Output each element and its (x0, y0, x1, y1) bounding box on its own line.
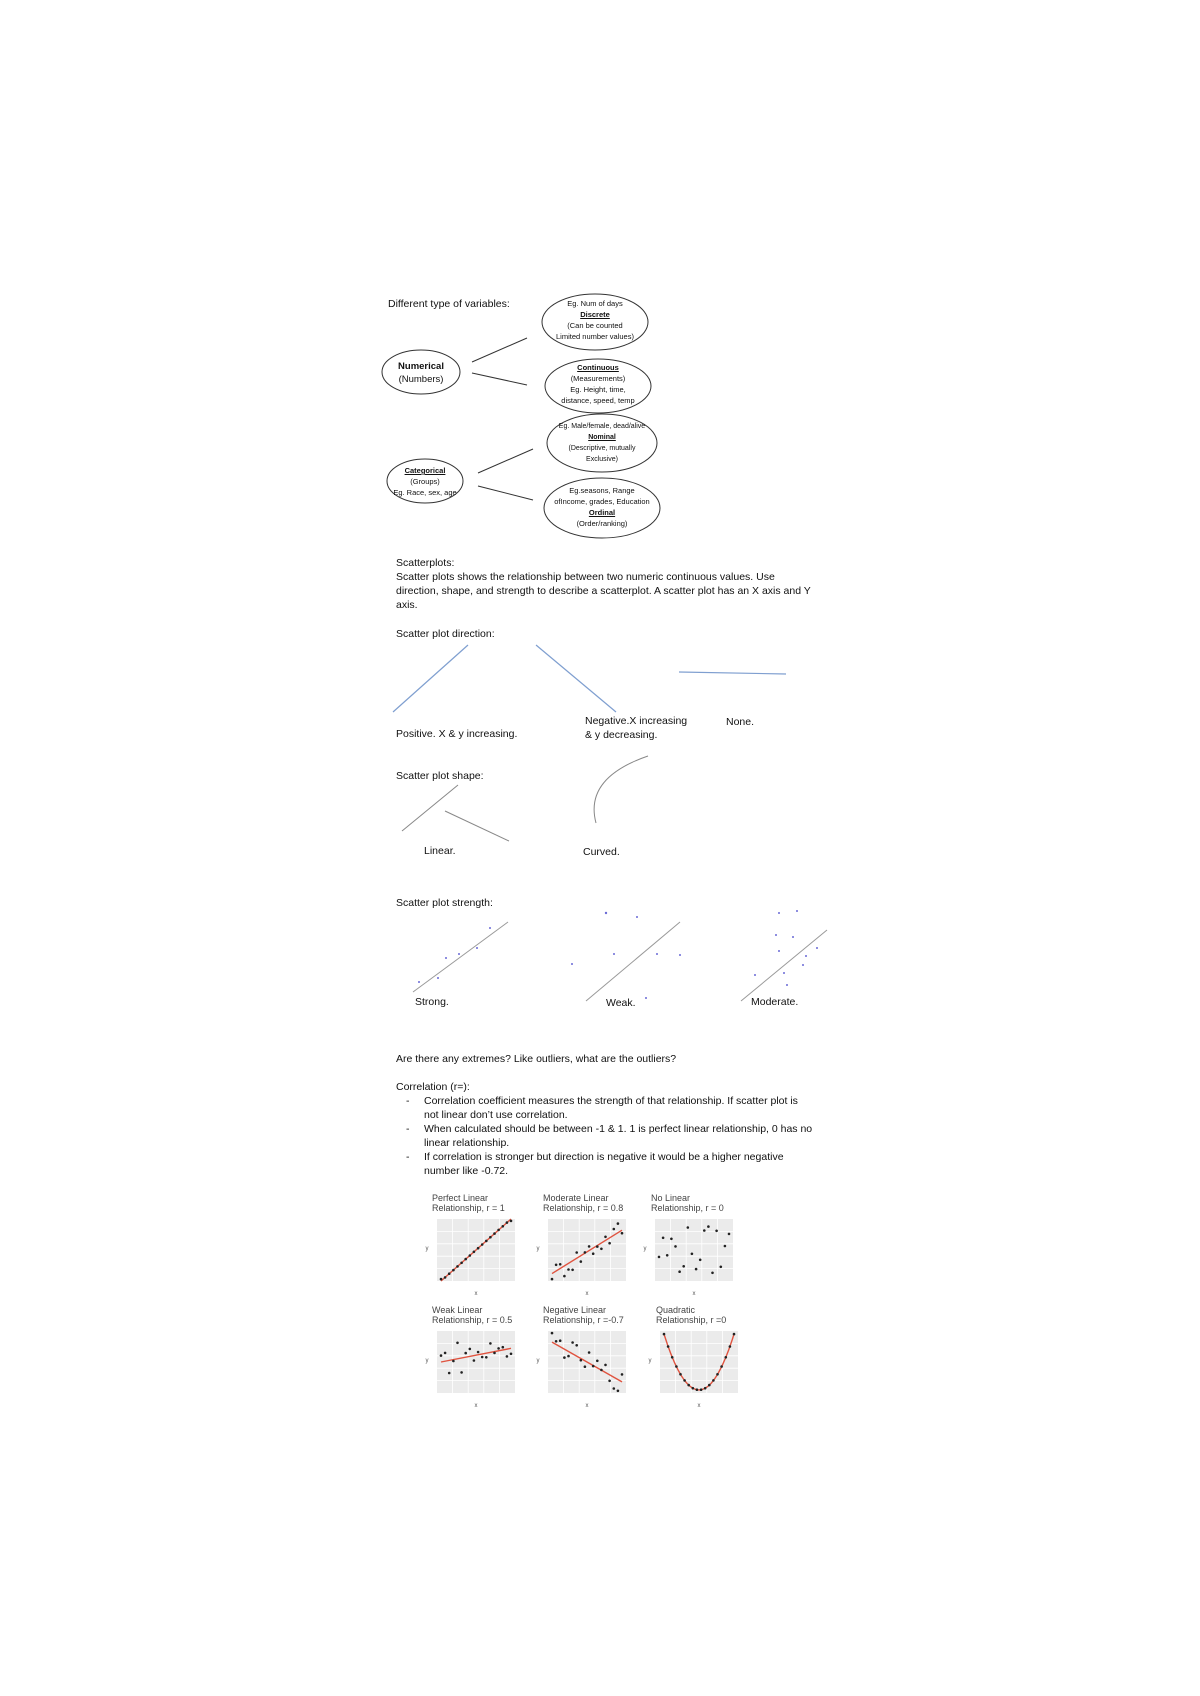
mini-chart-point (682, 1265, 685, 1268)
continuous-title: Continuous (577, 363, 619, 372)
mini-chart-point (621, 1232, 624, 1235)
mini-chart-title-line: Relationship, r = 0.5 (432, 1315, 513, 1325)
mini-chart-point (729, 1345, 732, 1348)
mini-chart-ylabel: y (425, 1358, 429, 1364)
mini-chart-point (464, 1352, 467, 1355)
mini-chart-point (580, 1359, 583, 1362)
mini-chart-title-line: Relationship, r = 1 (432, 1203, 505, 1213)
mini-chart-point (683, 1379, 686, 1382)
mini-chart-xlabel: x (585, 1403, 589, 1409)
mini-chart-point (708, 1384, 711, 1387)
mini-chart-point (725, 1356, 728, 1359)
negative-label-2: & y decreasing. (585, 729, 658, 741)
mini-chart-point (469, 1254, 472, 1257)
mini-chart-panel (660, 1331, 738, 1393)
mini-chart-point (662, 1237, 665, 1240)
discrete-title: Discrete (580, 310, 610, 319)
mini-chart-xlabel: x (474, 1403, 478, 1409)
mini-chart-ylabel: y (648, 1358, 652, 1364)
mini-chart-point (733, 1333, 736, 1336)
mini-chart-point (551, 1332, 554, 1335)
mini-chart-point (510, 1220, 513, 1223)
mini-chart-point (617, 1390, 620, 1393)
mini-chart-point (691, 1253, 694, 1256)
mini-chart-point (666, 1254, 669, 1257)
numerical-title: Numerical (398, 361, 444, 372)
mini-chart-point (485, 1356, 488, 1359)
mini-chart-point (621, 1373, 624, 1376)
mini-chart-point (571, 1341, 574, 1344)
mini-chart-point (571, 1269, 574, 1272)
mini-chart-point (617, 1222, 620, 1225)
mini-chart-point (580, 1260, 583, 1263)
mini-chart-point (600, 1369, 603, 1372)
mini-chart-point (716, 1373, 719, 1376)
correlation-bullet-text: Correlation coefficient measures the strength of that relationship. If scatter plot is not linear don’t use correlation. (424, 1095, 798, 1121)
ordinal-desc: (Order/ranking) (576, 519, 628, 528)
categorical-title: Categorical (404, 466, 446, 475)
mini-chart-xlabel: x (692, 1291, 696, 1297)
mini-chart-point (675, 1365, 678, 1368)
mini-chart-point (728, 1233, 731, 1236)
mini-chart-panel (655, 1219, 733, 1281)
categorical-desc: (Groups) (410, 477, 440, 486)
mini-chart-point (592, 1365, 595, 1368)
mini-chart-point (440, 1278, 443, 1281)
mini-chart-point (551, 1278, 554, 1281)
direction-heading: Scatter plot direction: (396, 628, 495, 640)
mini-chart-point (596, 1360, 599, 1363)
mini-chart-point (678, 1270, 681, 1273)
mini-chart-title-line: Moderate Linear (543, 1193, 609, 1203)
mini-chart-point (452, 1269, 455, 1272)
mini-chart-point (477, 1247, 480, 1250)
mini-chart-point (575, 1344, 578, 1347)
mini-chart-point (699, 1259, 702, 1262)
numerical-sub: (Numbers) (398, 374, 444, 385)
none-label: None. (726, 716, 755, 728)
discrete-desc2: Limited number values) (556, 332, 634, 341)
mini-chart-ylabel: y (643, 1246, 647, 1252)
mini-chart-point (559, 1263, 562, 1266)
mini-chart-point (596, 1245, 599, 1248)
moderate-label: Moderate. (751, 996, 799, 1008)
mini-chart-point (489, 1342, 492, 1345)
mini-chart-point (679, 1373, 682, 1376)
mini-chart-point (600, 1248, 603, 1251)
mini-chart-point (510, 1353, 513, 1356)
mini-chart-point (473, 1359, 476, 1362)
mini-chart-point (592, 1252, 595, 1255)
mini-chart-point (707, 1225, 710, 1228)
mini-chart-point (506, 1221, 509, 1224)
mini-chart-point (724, 1245, 727, 1248)
mini-chart-point (493, 1352, 496, 1355)
mini-chart-point (584, 1365, 587, 1368)
mini-chart-point (670, 1238, 673, 1241)
mini-chart-point (481, 1356, 484, 1359)
mini-chart-point (506, 1355, 509, 1358)
mini-chart-point (497, 1229, 500, 1232)
mini-chart-point (671, 1356, 674, 1359)
extremes-text: Are there any extremes? Like outliers, what are the outliers? (396, 1053, 677, 1065)
mini-chart-title-line: No Linear (651, 1193, 691, 1203)
scatterplots-heading: Scatterplots: (396, 557, 455, 569)
mini-chart-point (720, 1266, 723, 1269)
mini-chart-ylabel: y (425, 1246, 429, 1252)
mini-chart-point (687, 1226, 690, 1229)
mini-chart-point (502, 1225, 505, 1228)
categorical-example: Eg. Race, sex, age (393, 488, 457, 497)
nominal-example: Eg. Male/female, dead/alive (558, 423, 646, 430)
mini-chart-title-line: Relationship, r = 0.8 (543, 1203, 624, 1213)
mini-chart-point (477, 1351, 480, 1354)
mini-chart-point (687, 1384, 690, 1387)
mini-chart-point (481, 1243, 484, 1246)
mini-chart-xlabel: x (697, 1403, 701, 1409)
mini-chart-point (452, 1360, 455, 1363)
mini-chart-point (444, 1352, 447, 1355)
mini-chart-point (473, 1251, 476, 1254)
mini-chart-point (584, 1251, 587, 1254)
mini-chart-point (696, 1388, 699, 1391)
mini-chart-title-line: Quadratic (656, 1305, 696, 1315)
mini-chart-point (555, 1340, 558, 1343)
mini-chart-title-line: Perfect Linear (432, 1193, 489, 1203)
nominal-title: Nominal (588, 434, 616, 441)
mini-chart-point (456, 1342, 459, 1345)
mini-chart-point (440, 1354, 443, 1357)
mini-chart-point (460, 1371, 463, 1374)
mini-chart-point (456, 1265, 459, 1268)
weak-label: Weak. (606, 997, 636, 1009)
mini-chart-point (444, 1276, 447, 1279)
scatterplots-intro: Scatter plots shows the relationship between two numeric continuous values. Use direction, shape, and strength to describe a scatterplot. A scatter plot has an X axis and Y axis. (396, 571, 811, 611)
mini-chart-point (555, 1264, 558, 1267)
discrete-example: Eg. Num of days (567, 299, 623, 308)
mini-chart-point (667, 1345, 670, 1348)
mini-chart-xlabel: x (585, 1291, 589, 1297)
mini-chart-point (604, 1364, 607, 1367)
mini-chart-point (460, 1262, 463, 1265)
mini-chart-point (502, 1346, 505, 1349)
shape-heading: Scatter plot shape: (396, 770, 484, 782)
mini-chart-point (497, 1347, 500, 1350)
mini-chart-point (448, 1272, 451, 1275)
mini-chart-point (692, 1387, 695, 1390)
correlation-bullet: - When calculated should be between -1 & 1. 1 is perfect linear relationship, 0 has no linear relationship. (406, 1123, 813, 1149)
mini-chart-point (493, 1232, 496, 1235)
positive-label: Positive. X & y increasing. (396, 728, 518, 740)
correlation-bullet-text: If correlation is stronger but direction is negative it would be a higher negative number like -0.72. (424, 1151, 784, 1177)
mini-chart-panel (437, 1331, 515, 1393)
curved-label: Curved. (583, 846, 620, 858)
mini-chart-point (469, 1348, 472, 1351)
mini-chart-title-line: Negative Linear (543, 1305, 607, 1315)
mini-chart-point (700, 1388, 703, 1391)
mini-chart-point (588, 1245, 591, 1248)
mini-chart-point (613, 1387, 616, 1390)
mini-chart-title-line: Relationship, r =-0.7 (543, 1315, 624, 1325)
mini-chart-title-line: Relationship, r = 0 (651, 1203, 724, 1213)
mini-chart-point (464, 1258, 467, 1261)
correlation-bullet: - Correlation coefficient measures the strength of that relationship. If scatter plot is not linear don’t use correlation. (406, 1095, 798, 1121)
mini-chart-point (712, 1379, 715, 1382)
mini-chart-point (567, 1355, 570, 1358)
mini-chart-title-line: Weak Linear (432, 1305, 483, 1315)
mini-chart-point (588, 1351, 591, 1354)
mini-chart-point (658, 1256, 661, 1259)
nominal-desc2: Exclusive) (586, 456, 618, 463)
mini-chart-title-line: Relationship, r =0 (656, 1315, 727, 1325)
mini-chart-point (613, 1228, 616, 1231)
mini-chart-point (711, 1272, 714, 1275)
discrete-desc: (Can be counted (567, 321, 623, 330)
nominal-desc: (Descriptive, mutually (568, 445, 636, 452)
strong-label: Strong. (415, 996, 449, 1008)
mini-chart-point (703, 1229, 706, 1232)
negative-label-1: Negative.X increasing (585, 715, 688, 727)
mini-chart-point (604, 1236, 607, 1239)
mini-chart-point (720, 1365, 723, 1368)
variables-heading: Different type of variables: (388, 298, 510, 310)
ordinal-example2: ofIncome, grades, Education (554, 497, 650, 506)
mini-chart-point (663, 1333, 666, 1336)
correlation-heading: Correlation (r=): (396, 1081, 470, 1093)
mini-chart-xlabel: x (474, 1291, 478, 1297)
mini-chart-point (563, 1356, 566, 1359)
mini-chart-point (559, 1339, 562, 1342)
mini-chart-point (695, 1268, 698, 1271)
mini-chart-point (608, 1242, 611, 1245)
correlation-bullet-text: When calculated should be between -1 & 1. 1 is perfect linear relationship, 0 has no linear relationship. (424, 1123, 813, 1149)
strength-heading: Scatter plot strength: (396, 897, 493, 909)
mini-chart-point (563, 1275, 566, 1278)
mini-chart-point (489, 1236, 492, 1239)
mini-chart-point (674, 1245, 677, 1248)
ordinal-example: Eg.seasons, Range (569, 486, 635, 495)
mini-chart-ylabel: y (536, 1246, 540, 1252)
mini-chart-point (485, 1240, 488, 1243)
mini-chart-ylabel: y (536, 1358, 540, 1364)
continuous-example: Eg. Height, time, (570, 385, 626, 394)
mini-chart-point (704, 1387, 707, 1390)
continuous-desc: (Measurements) (570, 374, 626, 383)
mini-chart-point (448, 1372, 451, 1375)
ordinal-title: Ordinal (588, 508, 616, 517)
linear-label: Linear. (424, 845, 456, 857)
correlation-bullet: - If correlation is stronger but direction is negative it would be a higher negative number like -0.72. (406, 1151, 784, 1177)
mini-chart-point (715, 1230, 718, 1233)
mini-chart-point (608, 1380, 611, 1383)
continuous-example2: distance, speed, temp (561, 396, 635, 405)
mini-chart-point (575, 1251, 578, 1254)
mini-chart-point (567, 1268, 570, 1271)
